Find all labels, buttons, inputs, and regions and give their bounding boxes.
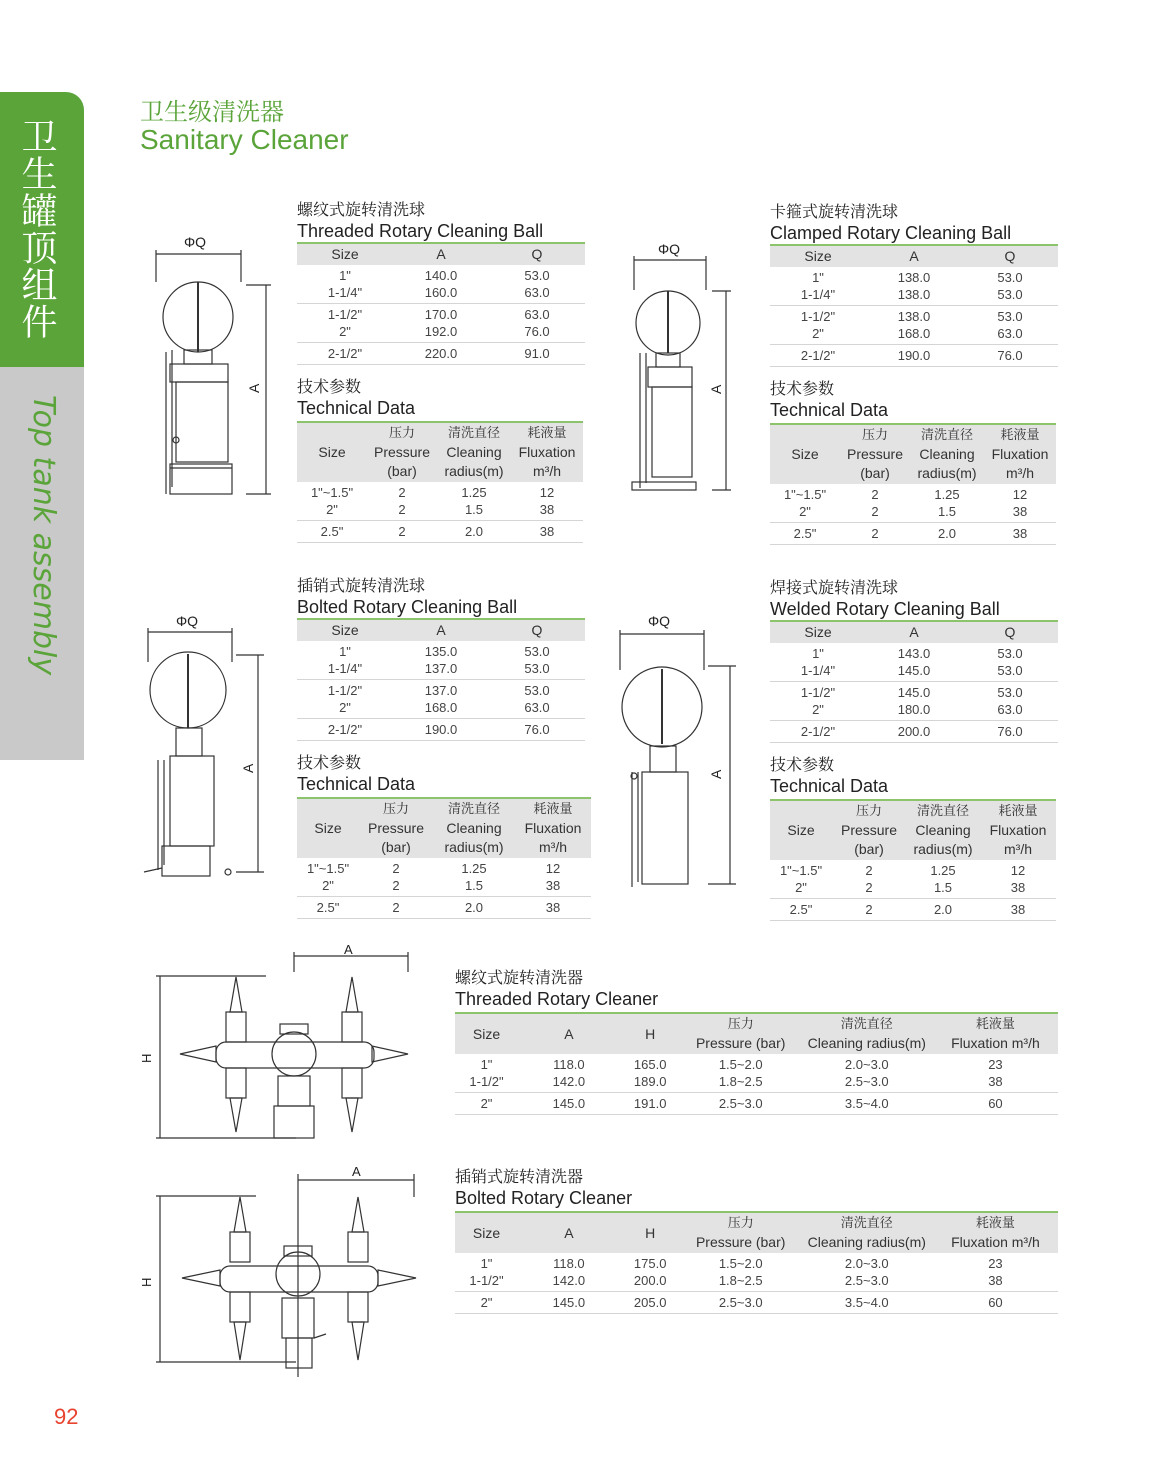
technical-header-cell	[840, 424, 910, 484]
technical-header-cleaning-cn: 清洗直径	[916, 804, 969, 819]
table-cell: 140.0 160.0	[424, 268, 458, 300]
cleaner-header-flux-cn: 耗液量	[975, 1216, 1015, 1231]
phi-q-label: ΦQ	[184, 234, 207, 250]
section-title-en: Bolted Rotary Cleaner	[455, 1188, 633, 1208]
cleaner-header-pressure-cn: 压力	[727, 1216, 754, 1231]
table-cell: 53.0 63.0	[524, 268, 550, 300]
table-cell: 135.0 137.0	[424, 644, 458, 676]
technical-header-cleaning-en: Cleaning	[915, 822, 971, 838]
table-cell: 23 38	[988, 1057, 1003, 1089]
table-row	[297, 858, 591, 897]
table-cell: 38	[1012, 526, 1028, 541]
technical-header-flux-cn: 耗液量	[533, 802, 573, 817]
table-cell: 2-1/2"	[327, 346, 363, 361]
table-cell: 2"	[480, 1096, 493, 1111]
table-row	[770, 267, 1058, 306]
table-cell: 53.0 53.0	[997, 646, 1023, 678]
table-row	[770, 721, 1058, 743]
technical-header-cell	[359, 798, 433, 858]
cleaner-header-cleaning-en: Cleaning radius(m)	[807, 1035, 926, 1051]
cleaner-header-cell	[455, 1212, 518, 1253]
table-cell: 2	[392, 900, 400, 915]
dimension-table	[770, 244, 1058, 367]
table-row	[455, 1093, 1058, 1115]
table-row	[297, 897, 591, 919]
technical-header-size: Size	[791, 446, 819, 462]
table-cell: 12 38	[1010, 863, 1026, 895]
table-cell: 2.0	[933, 902, 953, 917]
table-cell: 2.5~3.0	[718, 1295, 763, 1310]
table-cell: 2	[398, 524, 406, 539]
clamped-ball-section	[770, 202, 1058, 545]
technical-data-title-en: Technical Data	[297, 398, 416, 418]
section-title-cn: 焊接式旋转清洗球	[770, 578, 899, 597]
table-cell: 1.25 1.5	[461, 861, 487, 893]
table-cell: 3.5~4.0	[844, 1096, 889, 1111]
table-cell: 220.0	[424, 346, 458, 361]
cleaner-header-cleaning-en: Cleaning radius(m)	[807, 1234, 926, 1250]
table-cell: 1"~1.5" 2"	[779, 863, 823, 895]
technical-header-pressure-en: Pressure	[367, 820, 425, 836]
dimension-header-q: Q	[1004, 624, 1016, 640]
technical-header-row	[770, 800, 1056, 860]
technical-data-table	[297, 421, 583, 543]
table-cell: 1.25 1.5	[934, 487, 960, 519]
a-label: A	[708, 384, 724, 394]
page-title-en: Sanitary Cleaner	[140, 124, 349, 155]
table-cell: 38	[545, 900, 561, 915]
side-title-en: Top tank assembly	[26, 395, 61, 676]
dimension-header-q: Q	[531, 622, 543, 638]
dimension-header-row	[297, 619, 585, 641]
technical-header-pressure-en: Pressure	[840, 822, 898, 838]
section-title-en: Welded Rotary Cleaning Ball	[770, 599, 1000, 619]
table-row	[455, 1253, 1058, 1292]
bolted-cleaner-drawing	[136, 1162, 436, 1382]
dimension-header-a: A	[909, 248, 919, 264]
a-label: A	[352, 1164, 361, 1179]
technical-header-cell	[984, 424, 1056, 484]
section-title-cn: 插销式旋转清洗器	[455, 1167, 584, 1186]
technical-header-cleaning-cn: 清洗直径	[920, 428, 973, 443]
cleaner-header-cell	[518, 1212, 620, 1253]
cleaner-header-cleaning-cn: 清洗直径	[840, 1216, 893, 1231]
table-cell: 3.5~4.0	[844, 1295, 889, 1310]
technical-header-pressure-unit: (bar)	[860, 465, 890, 481]
table-cell: 175.0 200.0	[633, 1256, 667, 1288]
dimension-header-row	[770, 621, 1058, 643]
dimension-header-size: Size	[804, 248, 832, 264]
welded-ball-drawing	[606, 612, 746, 892]
technical-header-cleaning-unit: radius(m)	[913, 841, 973, 857]
table-cell: 137.0 168.0	[424, 683, 458, 715]
technical-header-size: Size	[314, 820, 342, 836]
table-cell: 53.0 53.0	[524, 644, 550, 676]
table-cell: 190.0	[424, 722, 458, 737]
table-cell: 205.0	[633, 1295, 667, 1310]
table-cell: 60	[988, 1295, 1003, 1310]
threaded-cleaner-section	[455, 968, 1058, 1115]
table-cell: 1-1/2" 2"	[327, 683, 363, 715]
threaded-ball-section	[297, 200, 585, 543]
table-cell: 1-1/2" 2"	[800, 309, 836, 341]
table-cell: 1" 1-1/2"	[469, 1057, 504, 1089]
table-cell: 12 38	[545, 861, 561, 893]
table-cell: 2.5"	[316, 900, 340, 915]
table-cell: 118.0 142.0	[552, 1256, 586, 1288]
dimension-header-row	[770, 245, 1058, 267]
technical-data-title-cn: 技术参数	[770, 379, 835, 398]
technical-header-flux-cn: 耗液量	[1000, 428, 1040, 443]
table-row	[455, 1054, 1058, 1093]
technical-header-flux-en: Fluxation	[518, 444, 576, 460]
technical-header-flux-unit: m³/h	[533, 463, 561, 479]
table-cell: 190.0	[897, 348, 931, 363]
technical-header-pressure-en: Pressure	[373, 444, 431, 460]
section-title-cn: 螺纹式旋转清洗器	[455, 968, 584, 987]
section-title-cn: 螺纹式旋转清洗球	[297, 200, 426, 219]
table-cell: 145.0	[552, 1096, 586, 1111]
technical-header-pressure-unit: (bar)	[854, 841, 884, 857]
technical-header-cleaning-unit: radius(m)	[444, 839, 504, 855]
cleaner-header-h: H	[645, 1224, 656, 1241]
table-cell: 2.0	[937, 526, 957, 541]
technical-header-flux-en: Fluxation	[524, 820, 582, 836]
table-cell: 1.25 1.5	[930, 863, 956, 895]
technical-header-pressure-cn: 压力	[855, 804, 882, 819]
technical-header-cell	[297, 798, 359, 858]
table-cell: 1" 1-1/2"	[469, 1256, 504, 1288]
cleaner-header-flux-cn: 耗液量	[975, 1017, 1015, 1032]
cleaner-header-row	[455, 1013, 1058, 1054]
technical-header-cleaning-unit: radius(m)	[444, 463, 504, 479]
technical-header-flux-en: Fluxation	[991, 446, 1049, 462]
table-cell: 2-1/2"	[800, 724, 836, 739]
dimension-table	[770, 620, 1058, 743]
technical-header-pressure-cn: 压力	[382, 802, 409, 817]
threaded-cleaner-drawing	[136, 942, 436, 1147]
table-cell: 2.0~3.0 2.5~3.0	[844, 1057, 889, 1089]
table-cell: 60	[988, 1096, 1003, 1111]
cleaner-header-a: A	[564, 1025, 574, 1042]
technical-header-cell	[367, 422, 437, 482]
table-cell: 1"~1.5" 2"	[783, 487, 827, 519]
cleaner-header-row	[455, 1212, 1058, 1253]
table-cell: 63.0 76.0	[524, 307, 550, 339]
dimension-header-a: A	[909, 624, 919, 640]
page-title-cn: 卫生级清洗器	[140, 98, 284, 126]
technical-data-title-en: Technical Data	[770, 400, 889, 420]
table-cell: 118.0 142.0	[552, 1057, 586, 1089]
technical-header-cell	[906, 800, 980, 860]
technical-header-cell	[515, 798, 591, 858]
technical-header-cell	[832, 800, 906, 860]
table-cell: 145.0 180.0	[897, 685, 931, 717]
table-cell: 2.0	[464, 900, 484, 915]
table-row	[297, 680, 585, 719]
a-label: A	[246, 383, 262, 393]
section-title-en: Bolted Rotary Cleaning Ball	[297, 597, 518, 617]
table-cell: 165.0 189.0	[633, 1057, 667, 1089]
cleaner-header-cell	[933, 1212, 1058, 1253]
dimension-header-size: Size	[331, 246, 359, 262]
table-cell: 23 38	[988, 1256, 1003, 1288]
technical-header-flux-unit: m³/h	[539, 839, 567, 855]
table-cell: 2.0~3.0 2.5~3.0	[844, 1256, 889, 1288]
technical-header-cleaning-unit: radius(m)	[917, 465, 977, 481]
cleaner-header-cell	[681, 1013, 801, 1054]
table-cell: 1" 1-1/4"	[800, 646, 836, 678]
bolted-ball-drawing	[136, 610, 286, 885]
table-row	[770, 484, 1056, 523]
table-cell: 200.0	[897, 724, 931, 739]
table-cell: 2 2	[865, 863, 873, 895]
dimension-header-a: A	[436, 622, 446, 638]
technical-header-pressure-unit: (bar)	[381, 839, 411, 855]
table-row	[297, 641, 585, 680]
table-cell: 53.0 63.0	[524, 683, 550, 715]
cleaner-header-pressure-cn: 压力	[727, 1017, 754, 1032]
dimension-header-size: Size	[804, 624, 832, 640]
technical-header-cleaning-en: Cleaning	[919, 446, 975, 462]
table-cell: 53.0 53.0	[997, 270, 1023, 302]
h-label: H	[139, 1277, 154, 1287]
cleaner-header-size: Size	[472, 1224, 501, 1241]
table-row	[770, 345, 1058, 367]
table-row	[297, 304, 585, 343]
technical-header-cleaning-en: Cleaning	[446, 820, 502, 836]
technical-header-cleaning-en: Cleaning	[446, 444, 502, 460]
technical-header-cleaning-cn: 清洗直径	[447, 426, 500, 441]
cleaner-header-cell	[620, 1212, 681, 1253]
table-row	[770, 860, 1056, 899]
table-cell: 1" 1-1/4"	[800, 270, 836, 302]
technical-header-row	[297, 798, 591, 858]
table-cell: 138.0 168.0	[897, 309, 931, 341]
table-cell: 191.0	[633, 1096, 667, 1111]
table-cell: 2	[865, 902, 873, 917]
table-cell: 2 2	[398, 485, 406, 517]
technical-header-cleaning-cn: 清洗直径	[447, 802, 500, 817]
technical-data-table	[770, 423, 1056, 545]
table-cell: 2.5"	[789, 902, 813, 917]
technical-header-flux-unit: m³/h	[1006, 465, 1034, 481]
a-label: A	[708, 769, 724, 779]
table-cell: 1-1/2" 2"	[800, 685, 836, 717]
technical-header-pressure-cn: 压力	[388, 426, 415, 441]
technical-data-table	[770, 799, 1056, 921]
technical-data-title-en: Technical Data	[297, 774, 416, 794]
dimension-header-size: Size	[331, 622, 359, 638]
table-cell: 12 38	[539, 485, 555, 517]
cleaner-header-cell	[801, 1013, 933, 1054]
clamped-ball-drawing	[626, 238, 746, 498]
table-cell: 1.25 1.5	[461, 485, 487, 517]
dimension-header-q: Q	[1004, 248, 1016, 264]
table-row	[770, 306, 1058, 345]
technical-header-flux-cn: 耗液量	[527, 426, 567, 441]
dimension-table	[297, 242, 585, 365]
cleaner-header-h: H	[645, 1025, 656, 1042]
table-cell: 91.0	[524, 346, 550, 361]
technical-header-size: Size	[787, 822, 815, 838]
table-cell: 2 2	[392, 861, 400, 893]
table-row	[297, 343, 585, 365]
bolted-ball-section	[297, 576, 591, 919]
technical-header-cell	[770, 424, 840, 484]
technical-header-pressure-unit: (bar)	[387, 463, 417, 479]
table-cell: 76.0	[997, 724, 1023, 739]
table-cell: 143.0 145.0	[897, 646, 931, 678]
dimension-table	[297, 618, 585, 741]
phi-q-label: ΦQ	[658, 241, 681, 257]
technical-header-size: Size	[318, 444, 346, 460]
technical-header-flux-cn: 耗液量	[998, 804, 1038, 819]
table-cell: 38	[1010, 902, 1026, 917]
cleaner-header-cell	[455, 1013, 518, 1054]
dimension-header-a: A	[436, 246, 446, 262]
technical-header-cell	[980, 800, 1056, 860]
phi-q-label: ΦQ	[648, 613, 671, 629]
technical-header-cell	[511, 422, 583, 482]
cleaner-table	[455, 1211, 1058, 1314]
table-cell: 2.5"	[793, 526, 817, 541]
cleaner-header-flux-en: Fluxation m³/h	[951, 1234, 1040, 1250]
table-row	[297, 719, 585, 741]
section-title-en: Threaded Rotary Cleaner	[455, 989, 659, 1009]
technical-header-flux-en: Fluxation	[989, 822, 1047, 838]
bolted-cleaner-section	[455, 1167, 1058, 1314]
cleaner-table	[455, 1012, 1058, 1115]
table-cell: 53.0 63.0	[997, 309, 1023, 341]
table-cell: 2-1/2"	[327, 722, 363, 737]
cleaner-header-flux-en: Fluxation m³/h	[951, 1035, 1040, 1051]
table-cell: 2-1/2"	[800, 348, 836, 363]
technical-header-flux-unit: m³/h	[1004, 841, 1032, 857]
threaded-ball-drawing	[136, 232, 286, 502]
table-cell: 2 2	[871, 487, 879, 519]
table-cell: 1" 1-1/4"	[327, 268, 363, 300]
table-row	[770, 682, 1058, 721]
table-cell: 1" 1-1/4"	[327, 644, 363, 676]
section-title-en: Clamped Rotary Cleaning Ball	[770, 223, 1012, 243]
technical-header-cell	[297, 422, 367, 482]
dimension-header-q: Q	[531, 246, 543, 262]
table-row	[770, 899, 1056, 921]
cleaner-header-pressure-en: Pressure (bar)	[695, 1035, 786, 1051]
cleaner-header-size: Size	[472, 1025, 501, 1042]
technical-header-pressure-cn: 压力	[861, 428, 888, 443]
table-cell: 76.0	[997, 348, 1023, 363]
table-cell: 2.0	[464, 524, 484, 539]
table-row	[770, 523, 1056, 545]
cleaner-header-cell	[933, 1013, 1058, 1054]
technical-data-title-cn: 技术参数	[297, 377, 362, 396]
cleaner-header-cell	[620, 1013, 681, 1054]
technical-header-cell	[910, 424, 984, 484]
table-cell: 145.0	[552, 1295, 586, 1310]
cleaner-header-cleaning-cn: 清洗直径	[840, 1017, 893, 1032]
section-title-en: Threaded Rotary Cleaning Ball	[297, 221, 544, 241]
phi-q-label: ΦQ	[176, 613, 199, 629]
technical-header-cell	[433, 798, 515, 858]
table-cell: 2.5~3.0	[718, 1096, 763, 1111]
table-cell: 1"~1.5" 2"	[310, 485, 354, 517]
table-cell: 2"	[480, 1295, 493, 1310]
table-cell: 1.5~2.0 1.8~2.5	[718, 1057, 763, 1089]
section-title-cn: 卡箍式旋转清洗球	[770, 202, 899, 221]
a-label: A	[344, 942, 353, 957]
technical-header-row	[297, 422, 583, 482]
cleaner-header-cell	[801, 1212, 933, 1253]
table-row	[297, 521, 583, 543]
table-cell: 1-1/2" 2"	[327, 307, 363, 339]
table-cell: 76.0	[524, 722, 550, 737]
technical-data-title-cn: 技术参数	[297, 753, 362, 772]
welded-ball-section	[770, 578, 1058, 921]
a-label: A	[240, 763, 256, 773]
page-number: 92	[54, 1404, 79, 1429]
table-cell: 138.0 138.0	[897, 270, 931, 302]
table-row	[297, 265, 585, 304]
side-title-cn: 卫生罐顶组件	[16, 118, 57, 340]
table-cell: 12 38	[1012, 487, 1028, 519]
table-cell: 170.0 192.0	[424, 307, 458, 339]
technical-data-title-en: Technical Data	[770, 776, 889, 796]
table-cell: 38	[539, 524, 555, 539]
dimension-header-row	[297, 243, 585, 265]
technical-header-cell	[437, 422, 511, 482]
technical-data-title-cn: 技术参数	[770, 755, 835, 774]
table-cell: 1.5~2.0 1.8~2.5	[718, 1256, 763, 1288]
technical-header-row	[770, 424, 1056, 484]
table-cell: 1"~1.5" 2"	[306, 861, 350, 893]
h-label: H	[139, 1053, 154, 1063]
cleaner-header-cell	[681, 1212, 801, 1253]
technical-header-cell	[770, 800, 832, 860]
table-row	[770, 643, 1058, 682]
table-row	[297, 482, 583, 521]
technical-data-table	[297, 797, 591, 919]
cleaner-header-a: A	[564, 1224, 574, 1241]
table-cell: 53.0 63.0	[997, 685, 1023, 717]
table-cell: 2	[871, 526, 879, 541]
table-cell: 2.5"	[320, 524, 344, 539]
cleaner-header-cell	[518, 1013, 620, 1054]
cleaner-header-pressure-en: Pressure (bar)	[695, 1234, 786, 1250]
technical-header-pressure-en: Pressure	[846, 446, 904, 462]
section-title-cn: 插销式旋转清洗球	[297, 576, 426, 595]
table-row	[455, 1292, 1058, 1314]
